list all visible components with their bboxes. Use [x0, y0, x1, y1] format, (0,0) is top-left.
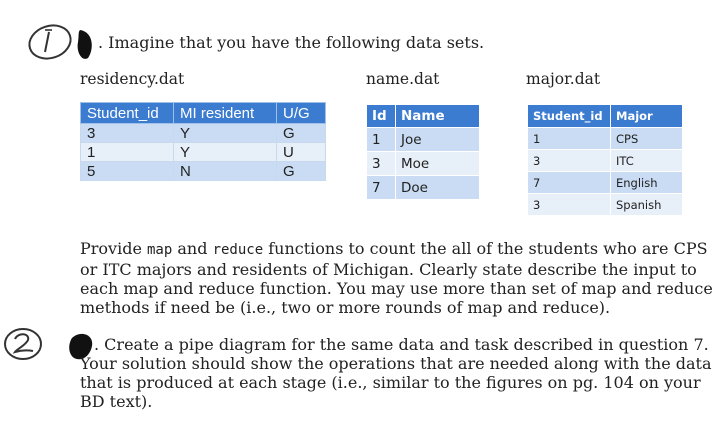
residency-table	[80, 102, 326, 181]
handwritten-number-one-mark	[24, 22, 96, 64]
q2-paragraph	[80, 335, 720, 411]
name-filename: name.dat	[366, 70, 440, 88]
major-cell: CPS	[611, 128, 683, 150]
major-header-row	[528, 105, 683, 128]
q1-intro: . Imagine that you have the following data sets.	[98, 33, 485, 52]
q2-line: Your solution should show the operations that are needed along with the data	[80, 354, 712, 373]
residency-cell: Y	[174, 124, 277, 143]
table-row	[528, 150, 683, 172]
major-cell: ITC	[611, 150, 683, 172]
major-cell: 3	[528, 194, 611, 216]
name-table	[366, 104, 480, 200]
reduce-keyword: reduce	[212, 242, 264, 258]
residency-header-cell: MI resident	[174, 103, 277, 124]
residency-cell: N	[174, 162, 277, 181]
residency-header-row	[81, 103, 326, 124]
q2-line: BD text).	[80, 392, 153, 411]
residency-cell: Y	[174, 143, 277, 162]
major-header-cell: Student_id	[528, 105, 611, 128]
q1-task-text: and	[172, 239, 213, 258]
residency-cell: U	[277, 143, 326, 162]
table-row	[367, 176, 480, 200]
table-row	[528, 128, 683, 150]
name-cell: Joe	[396, 128, 480, 152]
major-cell: 7	[528, 172, 611, 194]
major-cell: Spanish	[611, 194, 683, 216]
residency-cell: 5	[81, 162, 174, 181]
name-cell: 3	[367, 152, 396, 176]
q2-line: that is produced at each stage (i.e., similar to the figures on pg. 104 on your	[80, 373, 701, 392]
residency-cell: 3	[81, 124, 174, 143]
name-cell: Doe	[396, 176, 480, 200]
q1-task-text: Provide	[80, 239, 147, 258]
major-filename: major.dat	[526, 70, 601, 88]
q1-task-paragraph	[80, 239, 720, 317]
residency-cell: G	[277, 162, 326, 181]
table-row	[81, 124, 326, 143]
major-cell: 1	[528, 128, 611, 150]
q2-line: . Create a pipe diagram for the same data and task described in question 7.	[94, 335, 709, 354]
name-header-row	[367, 105, 480, 128]
major-table	[527, 104, 683, 216]
name-header-cell: Name	[396, 105, 480, 128]
name-cell: 7	[367, 176, 396, 200]
table-row	[81, 143, 326, 162]
q1-task-text: functions to count the all of the students who are CPS	[263, 239, 708, 258]
residency-cell: G	[277, 124, 326, 143]
residency-header-cell: U/G	[277, 103, 326, 124]
residency-header-cell: Student_id	[81, 103, 174, 124]
major-header-cell: Major	[611, 105, 683, 128]
table-row	[81, 162, 326, 181]
q1-task-line	[80, 239, 720, 260]
map-keyword: map	[147, 242, 173, 258]
name-cell: Moe	[396, 152, 480, 176]
table-row	[367, 152, 480, 176]
name-cell: 1	[367, 128, 396, 152]
major-cell: English	[611, 172, 683, 194]
table-row	[367, 128, 480, 152]
table-row	[528, 194, 683, 216]
table-row	[528, 172, 683, 194]
q1-task-line: each map and reduce function. You may use more than set of map and reduce	[80, 279, 713, 298]
q1-task-line: or ITC majors and residents of Michigan. Clearly state describe the input to	[80, 260, 697, 279]
q1-task-line: methods if need be (i.e., two or more rounds of map and reduce).	[80, 298, 611, 317]
residency-cell: 1	[81, 143, 174, 162]
residency-filename: residency.dat	[80, 70, 185, 88]
major-cell: 3	[528, 150, 611, 172]
name-header-cell: Id	[367, 105, 396, 128]
